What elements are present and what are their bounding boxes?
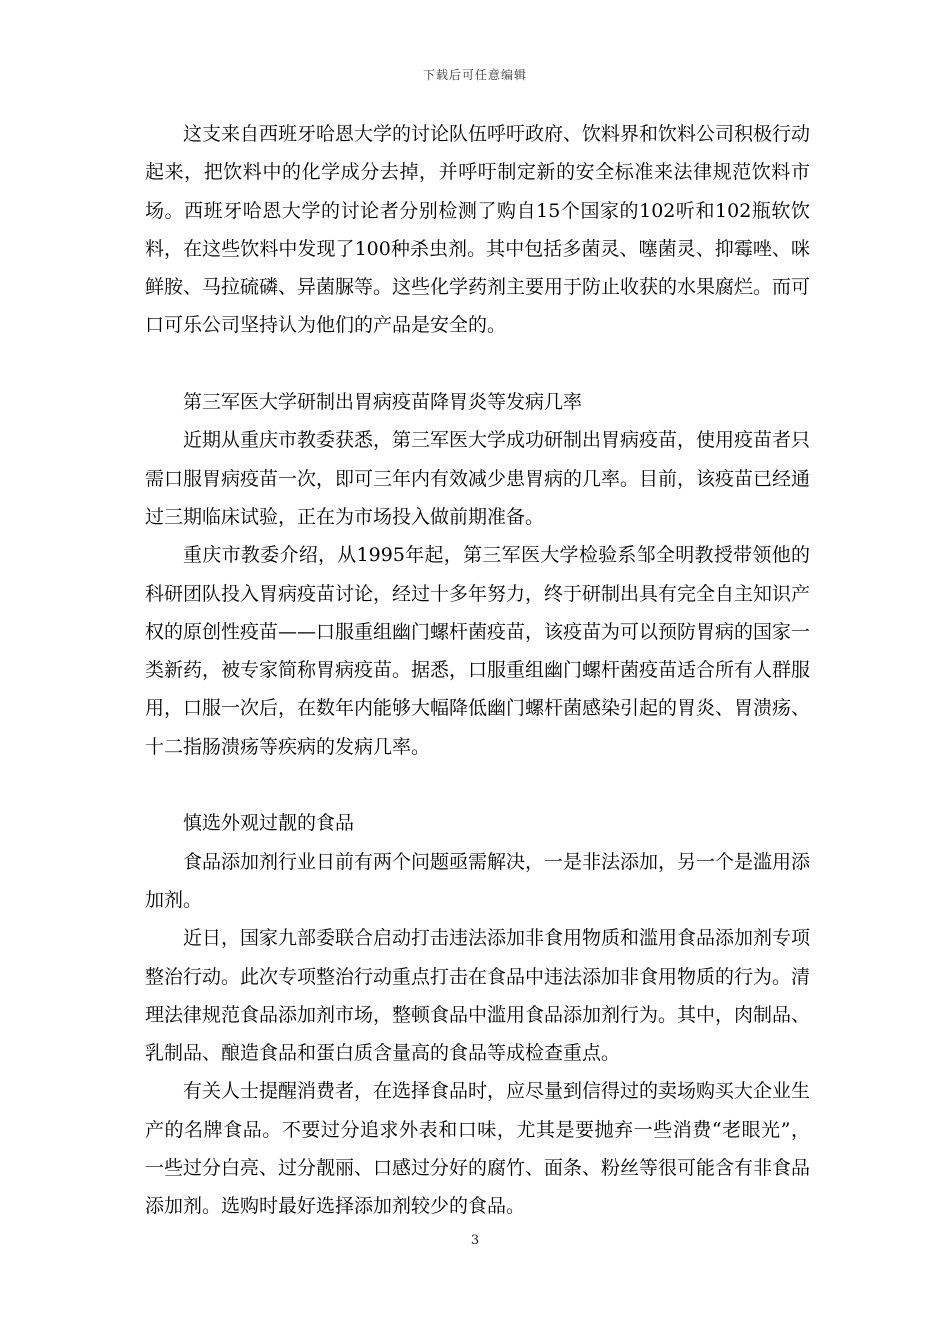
paragraph-additive-problems: 食品添加剂行业日前有两个问题亟需解决，一是非法添加，另一个是滥用添加剂。 — [145, 850, 811, 911]
page-number: 3 — [470, 1233, 480, 1248]
paragraph-vaccine-intro: 近期从重庆市教委获悉，第三军医大学成功研制出胃病疫苗，使用疫苗者只需口服胃病疫苗一次，即可三年内有效减少患胃病的几率。目前，该疫苗已经通过三期临床试验，正在为市场投入做前期准备。 — [145, 429, 811, 528]
page-header: 下载后可任意编辑 — [422, 68, 527, 82]
paragraph-vaccine-research: 重庆市教委介绍，从1995年起，第三军医大学检验系邹全明教授带领他的科研团队投入胃病疫苗讨论，经过十多年努力，终于研制出具有完全自主知识产权的原创性疫苗——口服重组幽门螺杆菌疫苗，该疫苗为可以预防胃病的国家一类新药，被专家简称胃病疫苗。据悉，口服重组幽门螺杆菌疫苗适合所有人群服用，口服一次后，在数年内能够大幅降低幽门螺杆菌感染引起的胃炎、胃溃疡、十二指肠溃疡等疾病的发病几率。 — [145, 544, 811, 758]
section-heading-food-selection: 慎选外观过靓的食品 — [183, 812, 355, 835]
section-heading-stomach-vaccine: 第三军医大学研制出胃病疫苗降胃炎等发病几率 — [183, 391, 583, 414]
section-gap — [145, 766, 810, 804]
paragraph-enforcement-action: 近日，国家九部委联合启动打击违法添加非食用物质和滥用食品添加剂专项整治行动。此次专项整治行动重点打击在食品中违法添加非食用物质的行为。清理法律规范食品添加剂市场，整顿食品中滥用食品添加剂行为。其中，肉制品、乳制品、酿造食品和蛋白质含量高的食品等成检查重点。 — [145, 927, 811, 1065]
document-body — [145, 115, 810, 1226]
paragraph-soft-drink-pesticides: 这支来自西班牙哈恩大学的讨论队伍呼吁政府、饮料界和饮料公司积极行动起来，把饮料中的化学成分去掉，并呼吁制定新的安全标准来法律规范饮料市场。西班牙哈恩大学的讨论者分别检测了购自15个国家的102听和102瓶软饮料，在这些饮料中发现了100种杀虫剂。其中包括多菌灵、噻菌灵、抑霉唑、咪鲜胺、马拉硫磷、异菌脲等。这些化学药剂主要用于防止收获的水果腐烂。而可口可乐公司坚持认为他们的产品是安全的。 — [145, 123, 811, 337]
paragraph-consumer-advice: 有关人士提醒消费者，在选择食品时，应尽量到信得过的卖场购买大企业生产的名牌食品。不要过分追求外表和口味，尤其是要抛弃一些消费“老眼光”，一些过分白亮、过分靓丽、口感过分好的腐竹、面条、粉丝等很可能含有非食品添加剂。选购时最好选择添加剂较少的食品。 — [145, 1080, 811, 1218]
section-gap — [145, 345, 810, 383]
